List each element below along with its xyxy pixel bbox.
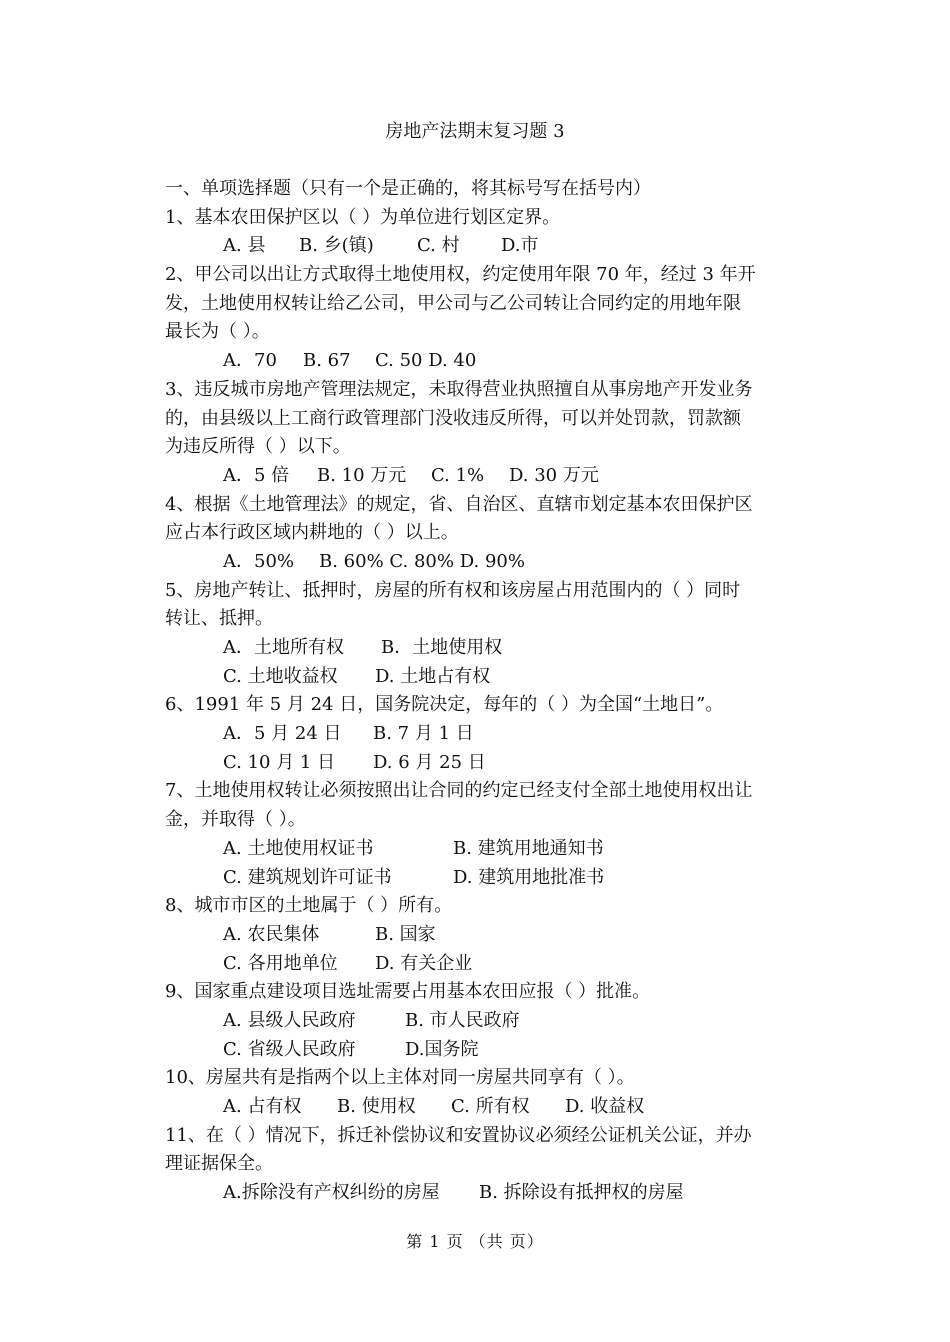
question-text: 1、基本农田保护区以（ ）为单位进行划区定界。 [165, 206, 561, 228]
option-row [165, 1007, 790, 1036]
question-text: 理证据保全。 [165, 1153, 273, 1175]
option-row [165, 634, 790, 663]
question-text: 7、土地使用权转让必须按照出让合同的约定已经支付全部土地使用权出让 [165, 780, 753, 802]
question-text: 金，并取得（ ）。 [165, 809, 306, 831]
question-text: 5、房地产转让、抵押时，房屋的所有权和该房屋占用范围内的（ ）同时 [165, 579, 741, 601]
option: B. 建筑用地通知书 [453, 837, 604, 859]
question-text: 最长为（ ）。 [165, 321, 270, 343]
option: A. 土地使用权证书 [223, 837, 374, 859]
option-row [165, 232, 790, 261]
option-row [165, 347, 790, 376]
question-list [165, 175, 790, 1208]
option: A．70 [223, 350, 277, 372]
option-row [165, 548, 790, 577]
option: A. 县级人民政府 [223, 1009, 356, 1031]
option: B. 国家 [375, 923, 436, 945]
option: D. 收益权 [565, 1096, 645, 1117]
option-row [165, 1036, 790, 1065]
option: B. 拆除设有抵押权的房屋 [479, 1182, 684, 1204]
option: C. 50 D. 40 [375, 350, 477, 372]
document-title: 房地产法期末复习题 3 [385, 121, 565, 142]
question-text: 3、违反城市房地产管理法规定，未取得营业执照擅自从事房地产开发业务 [165, 378, 753, 400]
question-text: 6、1991 年 5 月 24 日，国务院决定，每年的（ ）为全国“土地日”。 [165, 694, 724, 716]
option-row [165, 1179, 790, 1208]
option-row [165, 663, 790, 692]
option-row [165, 720, 790, 749]
option: B. 67 [303, 350, 351, 372]
option: B. 7 月 1 日 [373, 723, 474, 745]
option-row [165, 921, 790, 950]
option: B. 60% C. 80% D. 90% [319, 550, 525, 572]
option: C. 各用地单位 [223, 952, 338, 974]
page-footer: 第 1 页 （共 页） [406, 1232, 544, 1251]
option: B. 10 万元 [317, 464, 407, 486]
question-text: 转让、抵押。 [165, 608, 273, 630]
question-text: 发，土地使用权转让给乙公司，甲公司与乙公司转让合同约定的用地年限 [165, 292, 741, 314]
option: D. 30 万元 [509, 464, 599, 486]
option: D. 土地占有权 [375, 665, 491, 687]
option: A．5 倍 [223, 464, 290, 486]
option-row [165, 1093, 790, 1122]
option: C. 10 月 1 日 [223, 751, 336, 773]
option: D. 6 月 25 日 [373, 751, 486, 773]
question-text: 的，由县级以上工商行政管理部门没收违反所得，可以并处罚款，罚款额 [165, 407, 741, 429]
option: D.国务院 [405, 1038, 479, 1060]
question-text: 11、在（ ）情况下，拆迁补偿协议和安置协议必须经公证机关公证，并办 [165, 1124, 752, 1146]
option: D. 有关企业 [375, 952, 473, 974]
option: A. 县 [223, 235, 266, 257]
option: C. 村 [417, 235, 460, 257]
option-row [165, 749, 790, 778]
option: C. 省级人民政府 [223, 1038, 356, 1060]
option-row [165, 864, 790, 893]
option: D.市 [501, 235, 539, 257]
option: C. 建筑规划许可证书 [223, 866, 392, 888]
option: D. 建筑用地批准书 [453, 866, 605, 888]
option: A．土地所有权 [223, 637, 344, 658]
question-text: 10、房屋共有是指两个以上主体对同一房屋共同享有（ ）。 [165, 1067, 635, 1089]
question-text: 4、根据《土地管理法》的规定，省、自治区、直辖市划定基本农田保护区 [165, 493, 753, 515]
option: B. 乡(镇) [299, 235, 374, 257]
option: C. 土地收益权 [223, 665, 338, 687]
option: B．土地使用权 [381, 637, 503, 658]
option-row [165, 462, 790, 491]
option: C. 所有权 [451, 1096, 530, 1117]
question-text: 9、国家重点建设项目选址需要占用基本农田应报（ ）批准。 [165, 981, 651, 1003]
option: B. 市人民政府 [405, 1009, 520, 1031]
option: A. 占有权 [223, 1096, 302, 1117]
option-row [165, 950, 790, 979]
question-text: 应占本行政区域内耕地的（ ）以上。 [165, 522, 459, 544]
option: A．5 月 24 日 [223, 723, 342, 745]
option: A. 农民集体 [223, 923, 320, 945]
option: C. 1% [431, 464, 485, 486]
question-text: 8、城市市区的土地属于（ ）所有。 [165, 895, 453, 917]
section-heading: 一、单项选择题（只有一个是正确的，将其标号写在括号内） [165, 178, 651, 199]
option-row [165, 835, 790, 864]
question-text: 2、甲公司以出让方式取得土地使用权，约定使用年限 70 年，经过 3 年开 [165, 264, 756, 286]
question-text: 为违反所得（ ）以下。 [165, 436, 351, 458]
option: B. 使用权 [337, 1096, 416, 1117]
option: A.拆除没有产权纠纷的房屋 [223, 1182, 440, 1204]
option: A．50% [223, 550, 295, 572]
